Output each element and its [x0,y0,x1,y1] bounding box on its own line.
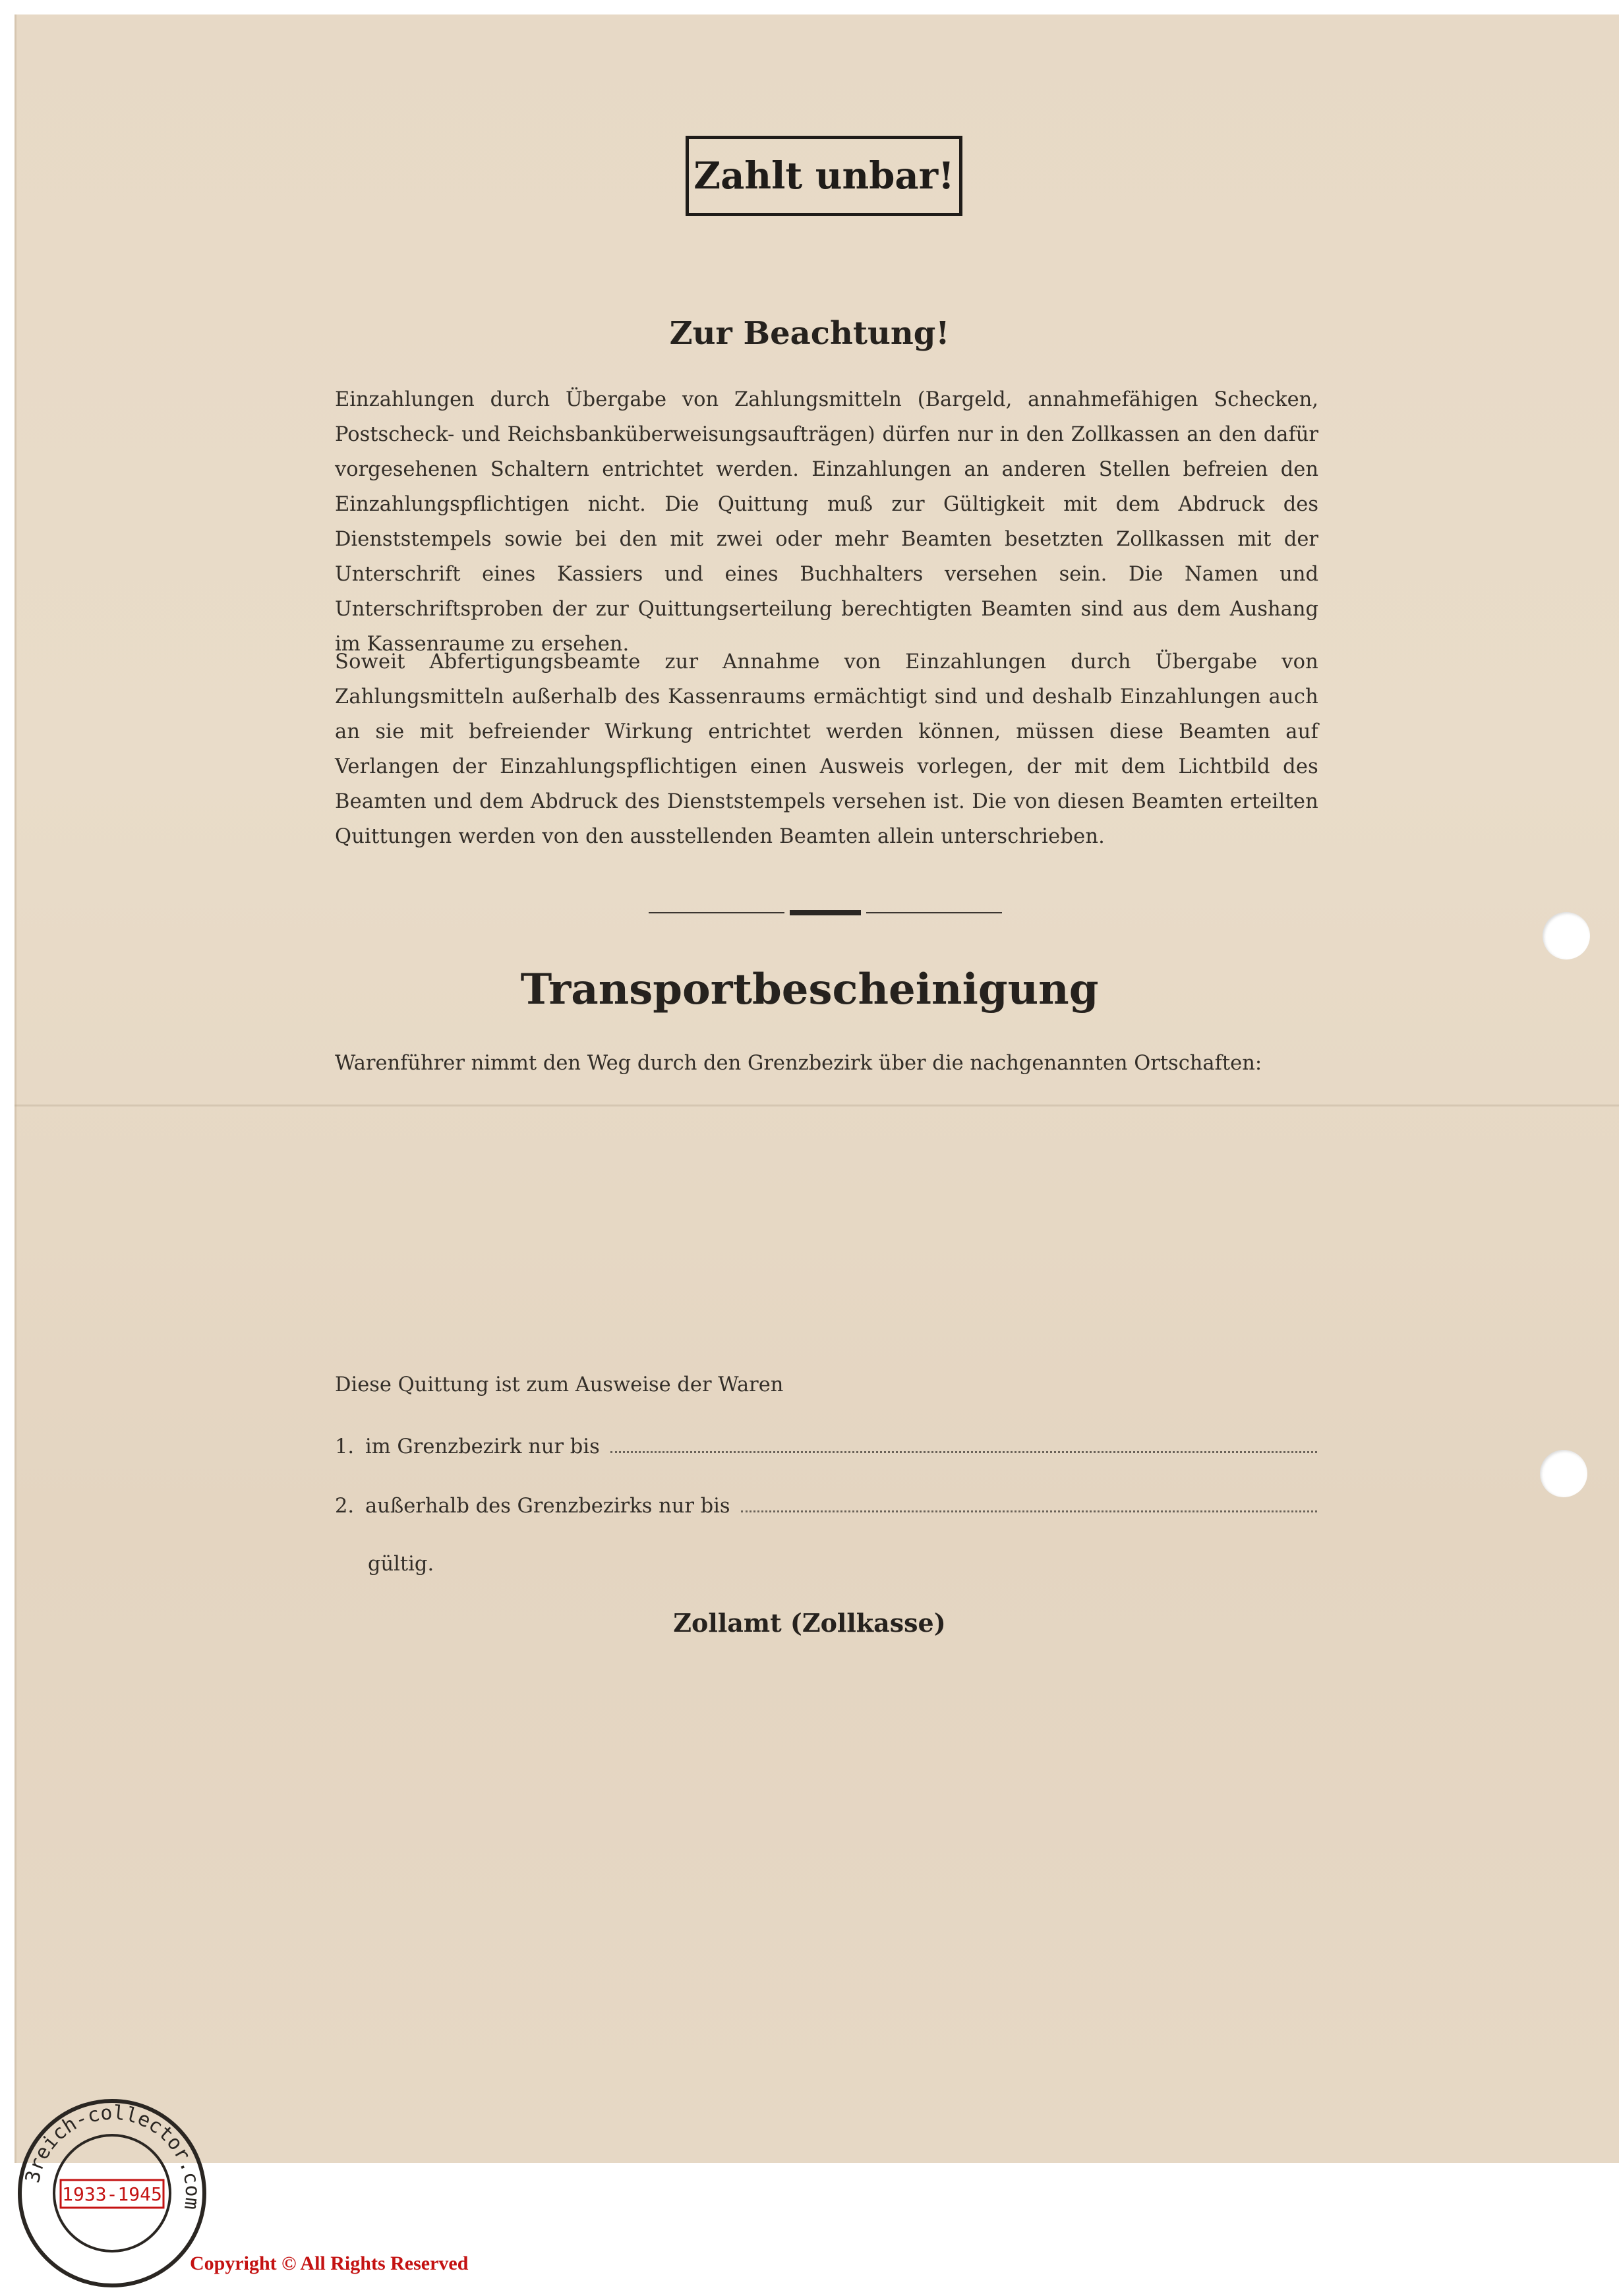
validity-item-2 [335,1493,1317,1518]
item-number: 1. [335,1435,355,1458]
validity-item-1 [335,1434,1317,1458]
divider-left [649,912,784,913]
office-label: Zollamt (Zollkasse) [673,1608,946,1638]
zahlt-unbar-box: Zahlt unbar! [686,136,962,216]
stamp-ring-text: 3reich-collector.com [21,2101,204,2212]
item-label: außerhalb des Grenzbezirks nur bis [365,1495,730,1518]
item-number: 2. [335,1495,355,1518]
fill-in-dotted-line[interactable] [741,1493,1317,1512]
beachtung-paragraph-1: Einzahlungen durch Übergabe von Zahlungsmitteln (Bargeld, annahmefähigen Schecken, Postscheck- und Reichsbanküberweisungsaufträgen) dürfen nur in den Zollkassen an den dafür vorgesehenen Schaltern entrichtet werden. Einzahlungen an anderen Stellen befreien den Einzahlungspflichtigen nicht. Die Quittung muß zur Gültigkeit mit dem Abdruck des Dienststempels sowie bei den mit zwei oder mehr Beamten besetzten Zollkassen mit der Unterschrift eines Kassiers und eines Buchhalters versehen sein. Die Namen und Unterschriftsproben der zur Quittungserteilung berechtigten Beamten sind aus dem Aushang im Kassenraume zu ersehen. [335,388,1318,656]
punch-hole-bottom [1540,1450,1587,1497]
transport-heading: Transportbescheinigung [520,965,1099,1014]
copyright-notice: Copyright © All Rights Reserved [190,2253,469,2274]
punch-hole-top [1543,912,1590,960]
fill-in-dotted-line[interactable] [610,1434,1317,1453]
fold-crease [15,1105,1619,1106]
beachtung-heading: Zur Beachtung! [669,315,950,352]
divider-right [866,912,1002,913]
divider-center [790,910,861,915]
watermark-stamp [15,2096,210,2291]
beachtung-paragraph-2: Soweit Abfertigungsbeamte zur Annahme von Einzahlungen durch Übergabe von Zahlungsmitteln außerhalb des Kassenraums ermächtigt sind und deshalb Einzahlungen auch an sie mit befreiender Wirkung entrichtet werden können, müssen diese Beamten auf Verlangen der Einzahlungspflichtigen einen Ausweis vorlegen, der mit dem Lichtbild des Beamten und dem Abdruck des Dienststempels versehen ist. Die von diesen Beamten erteilten Quittungen werden von den ausstellenden Beamten allein unterschrieben. [335,650,1318,848]
route-line: Warenführer nimmt den Weg durch den Grenzbezirk über die nachgenannten Ortschaften: [335,1052,1262,1075]
validity-end: gültig. [368,1553,434,1576]
item-label: im Grenzbezirk nur bis [365,1435,600,1458]
validity-intro: Diese Quittung ist zum Ausweise der Waren [335,1373,784,1396]
stamp-years: 1933-1945 [62,2183,162,2205]
